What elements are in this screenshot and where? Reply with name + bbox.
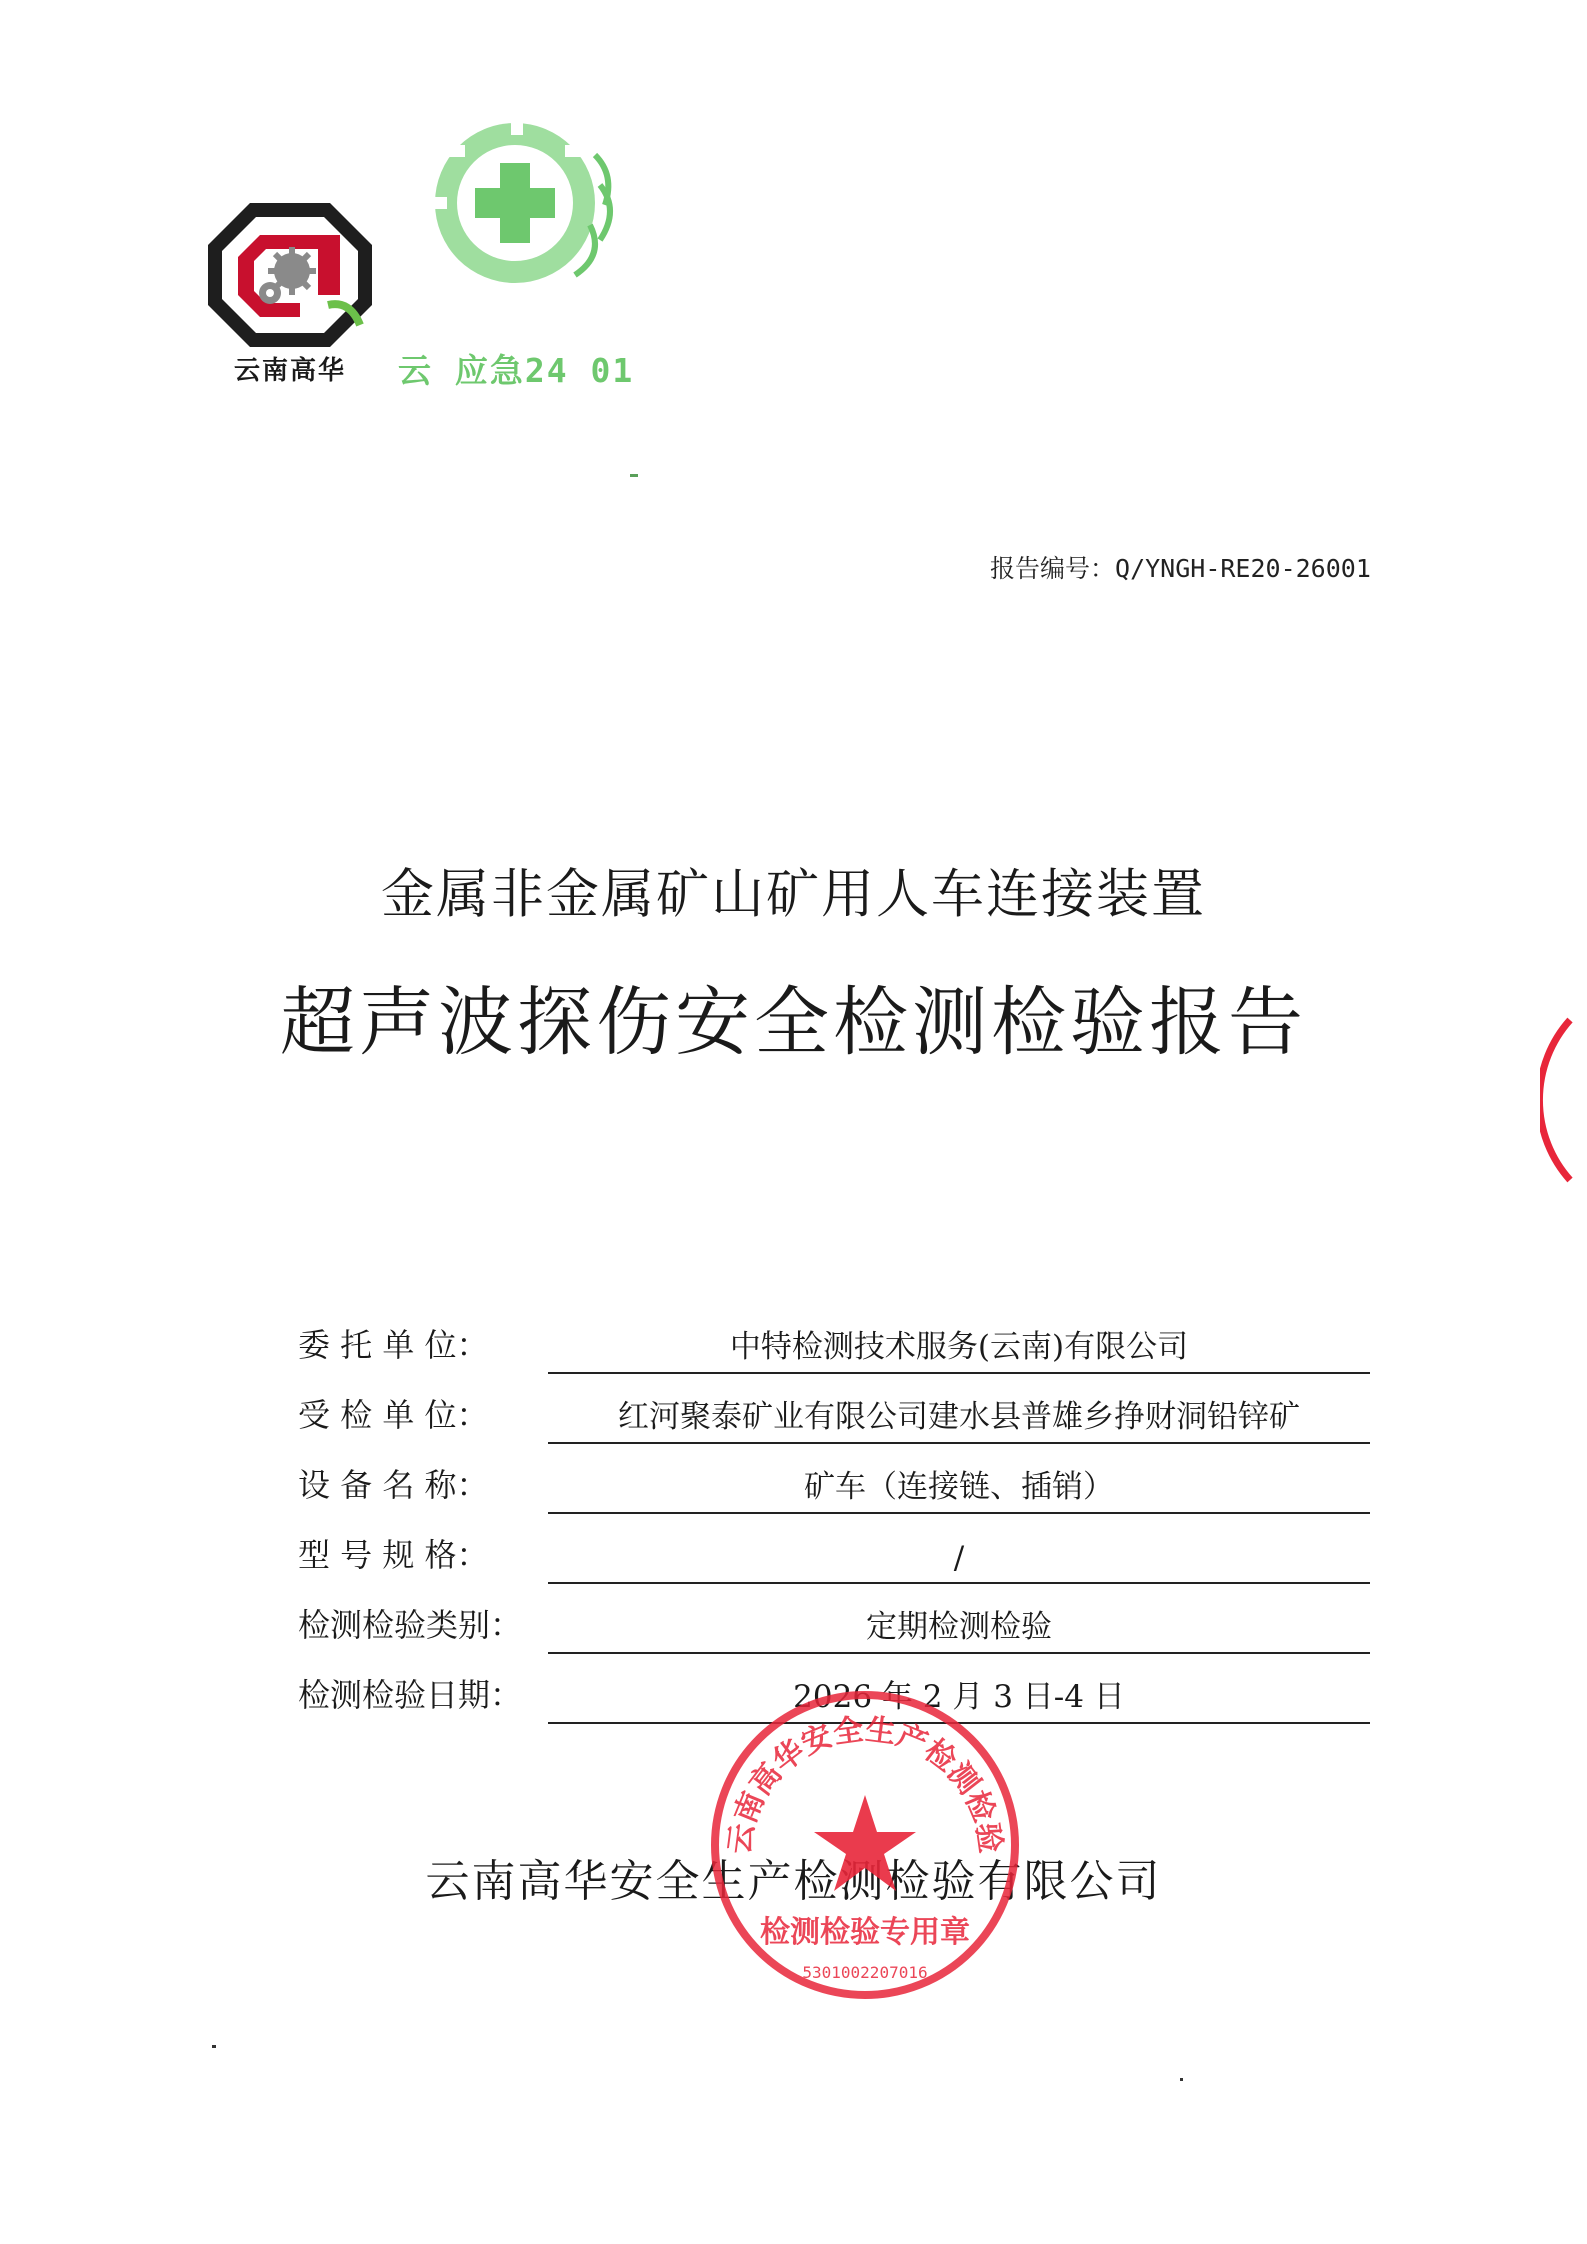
field-value: / bbox=[953, 1540, 965, 1576]
field-label: 检测检验日期： bbox=[298, 1676, 523, 1714]
report-title-line2: 超声波探伤安全检测检验报告 bbox=[279, 978, 1307, 1066]
gear-octagon-icon bbox=[200, 195, 380, 355]
safety-certificate-number: 云 应急24 01 bbox=[398, 351, 635, 390]
safety-emblem bbox=[415, 115, 635, 295]
field-value: 中特检测技术服务(云南)有限公司 bbox=[729, 1329, 1189, 1365]
field-value: 定期检测检验 bbox=[866, 1609, 1052, 1645]
seal-stamp-icon bbox=[700, 1680, 1030, 2010]
scan-speck bbox=[212, 2045, 216, 2048]
field-value: 红河聚泰矿业有限公司建水县普雄乡挣财洞铅锌矿 bbox=[618, 1399, 1300, 1435]
scan-speck bbox=[630, 474, 638, 477]
issuing-company: 云南高华安全生产检测检验有限公司 bbox=[425, 1856, 1162, 1907]
safety-cross-gear-icon bbox=[415, 115, 635, 295]
field-underline bbox=[548, 1652, 1370, 1654]
report-number-label: 报告编号： bbox=[990, 554, 1116, 583]
company-logo-caption: 云南高华 bbox=[233, 356, 346, 386]
field-row-inspected-unit bbox=[298, 1388, 1370, 1444]
field-label: 委 托 单 位： bbox=[298, 1326, 489, 1364]
field-underline bbox=[548, 1582, 1370, 1584]
field-row-equipment-name bbox=[298, 1458, 1370, 1514]
partial-seal-edge bbox=[1540, 1015, 1587, 1185]
svg-text:5301002207016: 5301002207016 bbox=[802, 1963, 928, 1982]
field-label: 检测检验类别： bbox=[298, 1606, 523, 1644]
field-row-inspection-type bbox=[298, 1598, 1370, 1654]
field-label: 受 检 单 位： bbox=[298, 1396, 489, 1434]
scan-speck bbox=[1180, 2078, 1183, 2081]
field-value: 2026 年 2 月 3 日-4 日 bbox=[793, 1679, 1125, 1715]
field-label: 型 号 规 格： bbox=[298, 1536, 489, 1574]
partial-seal-arc-icon bbox=[1540, 1015, 1587, 1185]
field-row-model-spec bbox=[298, 1528, 1370, 1584]
report-number-value: Q/YNGH-RE20-26001 bbox=[1115, 554, 1371, 583]
field-label: 设 备 名 称： bbox=[298, 1466, 489, 1504]
report-title-line1: 金属非金属矿山矿用人车连接装置 bbox=[381, 864, 1206, 925]
field-underline bbox=[548, 1372, 1370, 1374]
field-value: 矿车（连接链、插销） bbox=[804, 1469, 1114, 1505]
svg-text:云南高华安全生产检测检验有限公司: 云南高华安全生产检测检验 bbox=[722, 1712, 1008, 1857]
field-row-client bbox=[298, 1318, 1370, 1374]
field-underline bbox=[548, 1442, 1370, 1444]
svg-text:检测检验专用章: 检测检验专用章 bbox=[760, 1915, 970, 1950]
official-seal bbox=[700, 1680, 1030, 2010]
report-number bbox=[990, 549, 1371, 585]
company-logo bbox=[200, 195, 380, 390]
field-underline bbox=[548, 1512, 1370, 1514]
